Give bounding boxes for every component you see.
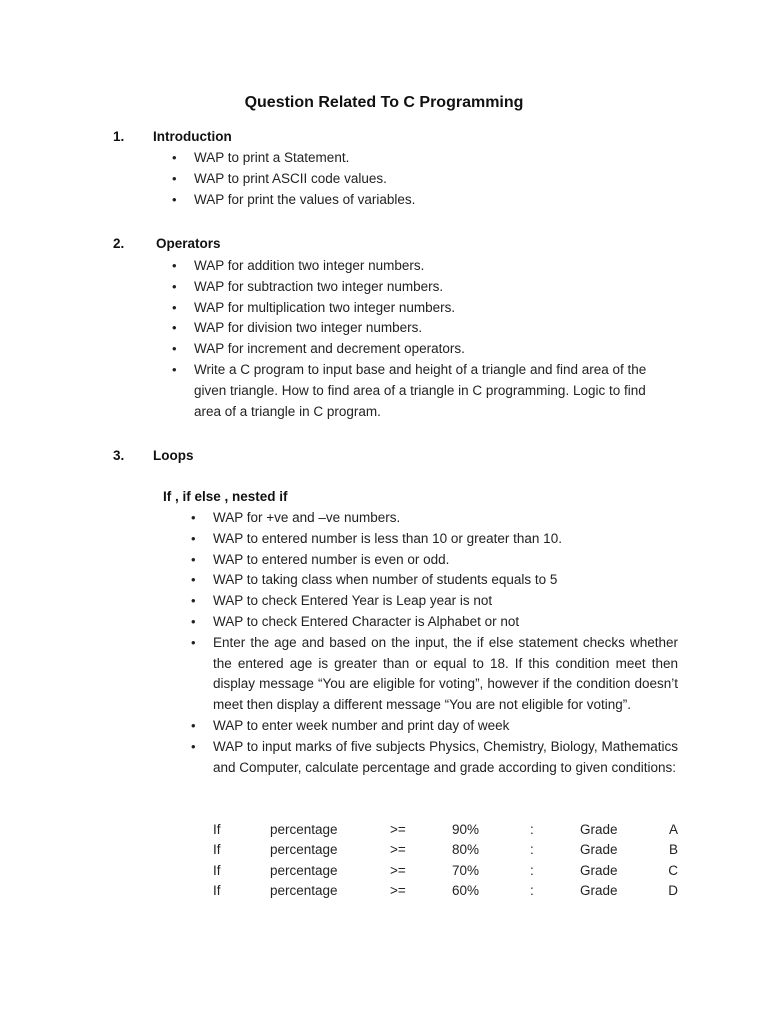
bullet-icon: • — [191, 572, 196, 588]
list-item: • WAP to enter week number and print day of week — [213, 716, 678, 737]
bullet-icon: • — [172, 170, 177, 186]
section-3-list — [191, 508, 678, 778]
grade-conditions-table — [213, 820, 678, 901]
bullet-icon: • — [191, 634, 196, 650]
list-item: • WAP for print the values of variables. — [194, 190, 674, 211]
table-row: If percentage >= 90% : Grade A — [213, 822, 678, 837]
list-item: • WAP for subtraction two integer numbers. — [194, 277, 669, 298]
bullet-icon: • — [172, 361, 177, 377]
section-1-heading: Introduction — [153, 129, 232, 144]
list-item: • WAP to taking class when number of students equals to 5 — [213, 570, 678, 591]
list-item: • WAP to entered number is less than 10 or greater than 10. — [213, 529, 678, 550]
bullet-icon: • — [191, 738, 196, 754]
section-3-number: 3. — [113, 448, 125, 463]
section-2-heading: Operators — [156, 236, 221, 251]
bullet-icon: • — [191, 510, 196, 525]
section-2-number: 2. — [113, 236, 125, 251]
section-1-list — [172, 148, 674, 210]
bullet-icon: • — [191, 530, 196, 546]
bullet-icon: • — [172, 150, 177, 165]
table-row: If percentage >= 60% : Grade D — [213, 882, 678, 898]
bullet-icon: • — [191, 593, 196, 609]
bullet-icon: • — [172, 278, 177, 294]
list-item: • WAP for division two integer numbers. — [194, 318, 669, 339]
table-row: If percentage >= 70% : Grade C — [213, 862, 678, 878]
list-item: • WAP for increment and decrement operators. — [194, 339, 669, 360]
bullet-icon: • — [172, 341, 177, 357]
list-item: • WAP to print ASCII code values. — [194, 169, 674, 190]
list-item: • WAP for addition two integer numbers. — [194, 256, 669, 277]
list-item: • Write a C program to input base and height of a triangle and find area of the given triangle. How to find area of a triangle in C programming. Logic to find area of a triangle in C program. — [172, 361, 647, 419]
bullet-icon: • — [191, 551, 196, 567]
list-item: • WAP to check Entered Year is Leap year is not — [213, 591, 678, 612]
list-item: • WAP to check Entered Character is Alphabet or not — [213, 612, 678, 633]
table-row: If percentage >= 80% : Grade B — [213, 842, 678, 858]
bullet-icon: • — [191, 717, 196, 733]
list-item: • WAP to input marks of five subjects Physics, Chemistry, Biology, Mathematics and Computer, calculate percentage and grade according to given conditions: — [191, 738, 678, 775]
list-item: • WAP for +ve and –ve numbers. — [213, 508, 678, 529]
bullet-icon: • — [172, 320, 177, 336]
list-item: • WAP for multiplication two integer numbers. — [194, 298, 669, 319]
list-item: • Enter the age and based on the input, the if else statement checks whether the entered age is greater than or equal to 18. If this condition meet then display message “You are eligible for voting”, however if the condition doesn’t meet then display a different message “You are not eligible for voting”. — [191, 634, 678, 713]
page-title: Question Related To C Programming — [244, 94, 524, 111]
bullet-icon: • — [191, 613, 196, 629]
list-item: • WAP to entered number is even or odd. — [213, 550, 678, 571]
bullet-icon: • — [172, 299, 177, 315]
section-3-heading: Loops — [153, 448, 194, 463]
bullet-icon: • — [172, 191, 177, 207]
section-3-subheading: If , if else , nested if — [163, 489, 288, 504]
bullet-icon: • — [172, 258, 177, 273]
list-item: • WAP to print a Statement. — [194, 148, 674, 169]
section-2-list — [172, 256, 669, 422]
section-1-number: 1. — [113, 129, 125, 144]
